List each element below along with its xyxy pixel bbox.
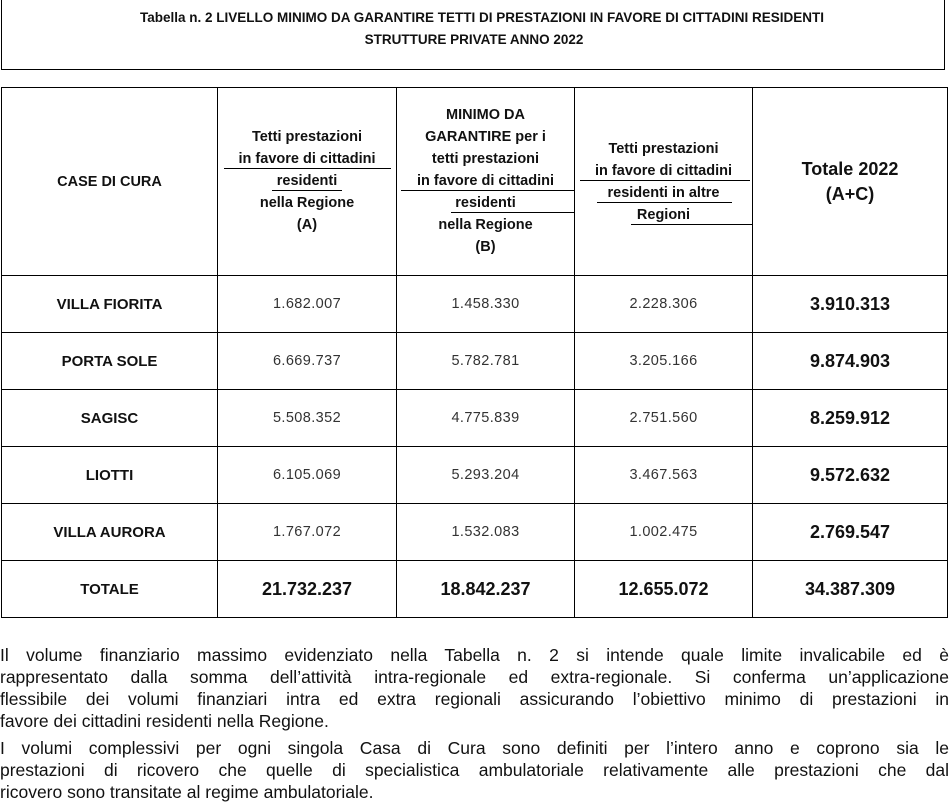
value-total: 3.910.313 [753, 276, 948, 333]
value-c: 3.467.563 [575, 447, 753, 504]
value-total: 8.259.912 [753, 390, 948, 447]
table-title-line-1: Tabella n. 2 LIVELLO MINIMO DA GARANTIRE TETTI DI PRESTAZIONI IN FAVORE DI CITTADINI RESIDENTI [139, 10, 825, 25]
total-total: 34.387.309 [753, 561, 948, 618]
value-c: 2.228.306 [575, 276, 753, 333]
table-row [2, 276, 948, 333]
value-c: 1.002.475 [575, 504, 753, 561]
value-a: 5.508.352 [218, 390, 397, 447]
table-row [2, 390, 948, 447]
header-underline [401, 190, 575, 191]
value-total: 2.769.547 [753, 504, 948, 561]
header-underline [451, 212, 575, 213]
header-col-a: Tetti prestazioni in favore di cittadini residenti nella Regione (A) [218, 88, 397, 276]
value-a: 1.767.072 [218, 504, 397, 561]
row-name: VILLA AURORA [2, 504, 218, 561]
paragraph-line: rappresentato dalla somma dell’attività intra-regionale ed extra-regionale. Si conferma un’applicazione [0, 667, 949, 687]
header-underline [272, 190, 342, 191]
value-a: 1.682.007 [218, 276, 397, 333]
table-title-line-2: STRUTTURE PRIVATE ANNO 2022 [364, 32, 584, 47]
value-b: 1.532.083 [397, 504, 575, 561]
row-name: SAGISC [2, 390, 218, 447]
total-row [2, 561, 948, 618]
table-row [2, 447, 948, 504]
table-row [2, 504, 948, 561]
header-col-b: MINIMO DA GARANTIRE per i tetti prestazioni in favore di cittadini residenti nella Regione (B) [397, 88, 575, 276]
header-underline [631, 224, 753, 225]
prestazioni-table [1, 87, 948, 618]
header-row [2, 88, 948, 276]
total-label: TOTALE [2, 561, 218, 618]
total-a: 21.732.237 [218, 561, 397, 618]
header-underline [580, 180, 750, 181]
paragraph-line: favore dei cittadini residenti nella Regione. [0, 711, 329, 731]
table-title-box [1, 0, 945, 70]
paragraph-line: flessibile dei volumi finanziari intra ed extra regionali assicurando l’obiettivo minimo di prestazioni in [0, 689, 949, 709]
value-b: 5.293.204 [397, 447, 575, 504]
table-row [2, 333, 948, 390]
value-a: 6.105.069 [218, 447, 397, 504]
value-a: 6.669.737 [218, 333, 397, 390]
row-name: VILLA FIORITA [2, 276, 218, 333]
header-totale-2022: Totale 2022 (A+C) [753, 88, 948, 276]
value-b: 1.458.330 [397, 276, 575, 333]
total-b: 18.842.237 [397, 561, 575, 618]
header-col-c: Tetti prestazioni in favore di cittadini residenti in altre Regioni [575, 88, 753, 276]
row-name: LIOTTI [2, 447, 218, 504]
header-underline [597, 202, 732, 203]
total-c: 12.655.072 [575, 561, 753, 618]
value-total: 9.874.903 [753, 333, 948, 390]
header-underline [224, 168, 391, 169]
value-total: 9.572.632 [753, 447, 948, 504]
header-case-di-cura: CASE DI CURA [2, 88, 218, 276]
paragraph-line: prestazioni di ricovero che quelle di specialistica ambulatoriale relativamente alle prestazioni che dal [0, 760, 949, 780]
value-b: 4.775.839 [397, 390, 575, 447]
row-name: PORTA SOLE [2, 333, 218, 390]
paragraph-line: I volumi complessivi per ogni singola Casa di Cura sono definiti per l’intero anno e coprono sia le [0, 738, 949, 758]
value-c: 2.751.560 [575, 390, 753, 447]
value-c: 3.205.166 [575, 333, 753, 390]
paragraph-line: ricovero sono transitate al regime ambulatoriale. [0, 782, 374, 802]
paragraph-line: Il volume finanziario massimo evidenziato nella Tabella n. 2 si intende quale limite invalicabile ed è [0, 645, 949, 665]
value-b: 5.782.781 [397, 333, 575, 390]
